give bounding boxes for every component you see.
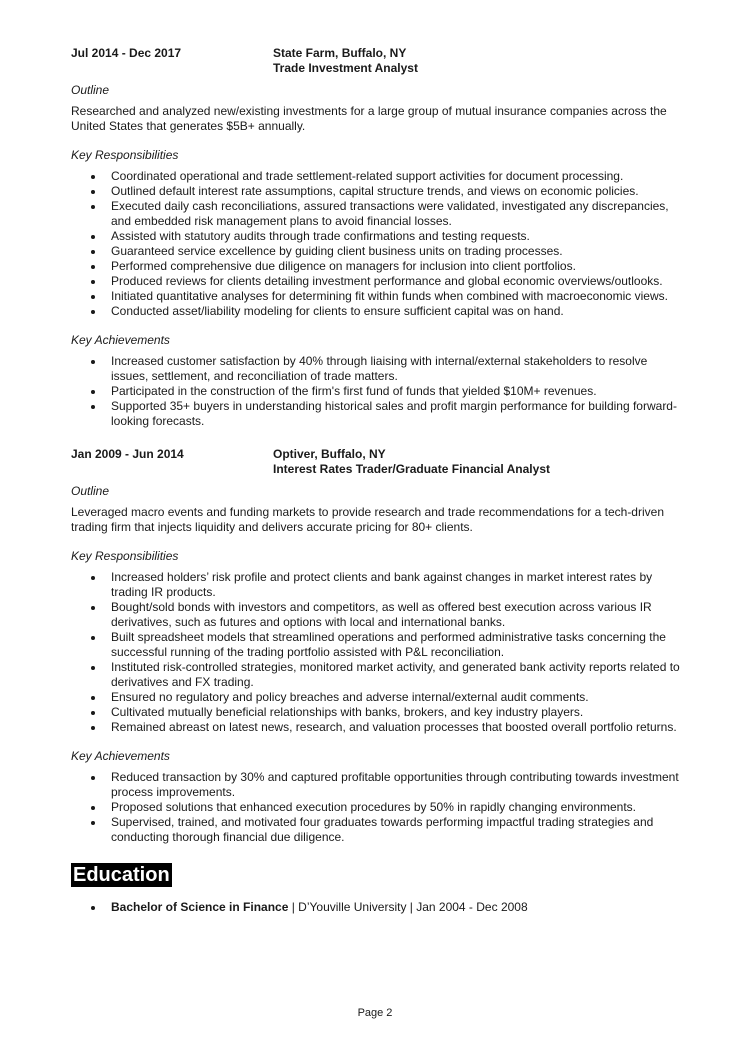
list-item: Reduced transaction by 30% and captured profitable opportunities through contributing towards investment process improvements. (111, 770, 681, 800)
achievements-list (71, 354, 681, 429)
list-item: Supervised, trained, and motivated four graduates towards performing impactful trading strategies and conducting thorough financial due diligence. (111, 815, 681, 845)
list-item: Coordinated operational and trade settlement-related support activities for document processing. (111, 169, 681, 184)
list-item: Increased customer satisfaction by 40% through liaising with internal/external stakeholders to resolve issues, settlement, and reconciliation of trade matters. (111, 354, 681, 384)
list-item: Ensured no regulatory and policy breaches and adverse internal/external audit comments. (111, 690, 681, 705)
achievements-label: Key Achievements (71, 749, 170, 763)
job-company: Optiver, Buffalo, NY (273, 447, 386, 461)
achievements-label: Key Achievements (71, 333, 170, 347)
education-section (71, 863, 681, 915)
list-item: Bought/sold bonds with investors and competitors, as well as offered best execution across various IR derivatives, such as futures and options with local and international banks. (111, 600, 681, 630)
outline-label: Outline (71, 484, 110, 498)
job-employer-block (273, 447, 550, 477)
job-role: Interest Rates Trader/Graduate Financial Analyst (273, 462, 550, 476)
degree-details: | D’Youville University | Jan 2004 - Dec 2008 (288, 900, 528, 914)
responsibilities-list (71, 570, 681, 735)
responsibilities-label: Key Responsibilities (71, 148, 179, 162)
list-item: Supported 35+ buyers in understanding historical sales and profit margin performance for building forward-looking forecasts. (111, 399, 681, 429)
list-item: Initiated quantitative analyses for determining fit within funds when combined with macroeconomic views. (111, 289, 681, 304)
education-list (71, 900, 681, 915)
section-title: Education (73, 864, 170, 886)
achievements-list (71, 770, 681, 845)
list-item: Built spreadsheet models that streamlined operations and performed administrative tasks concerning the successful running of the trading portfolio assisted with P&L reconciliation. (111, 630, 681, 660)
page-number: Page 2 (357, 1007, 393, 1019)
list-item: Remained abreast on latest news, research, and valuation processes that boosted overall portfolio returns. (111, 720, 681, 735)
degree-name: Bachelor of Science in Finance (111, 900, 289, 914)
resume-page (71, 46, 681, 915)
list-item: Increased holders’ risk profile and protect clients and bank against changes in market interest rates by trading IR products. (111, 570, 681, 600)
list-item: Outlined default interest rate assumptions, capital structure trends, and views on economic policies. (111, 184, 681, 199)
list-item: Cultivated mutually beneficial relationships with banks, brokers, and key industry players. (111, 705, 681, 720)
outline-text: Researched and analyzed new/existing investments for a large group of mutual insurance companies across the United States that generates $5B+ annually. (71, 104, 667, 133)
job-header (71, 447, 681, 477)
list-item: Proposed solutions that enhanced execution procedures by 50% in rapidly changing environments. (111, 800, 681, 815)
list-item: Executed daily cash reconciliations, assured transactions were validated, investigated any discrepancies, and embedded risk management plans to avoid financial losses. (111, 199, 681, 229)
responsibilities-label: Key Responsibilities (71, 549, 179, 563)
education-item (111, 900, 681, 915)
job-employer-block (273, 46, 418, 76)
list-item: Performed comprehensive due diligence on managers for inclusion into client portfolios. (111, 259, 681, 274)
job-dates: Jan 2009 - Jun 2014 (71, 447, 184, 461)
list-item: Instituted risk-controlled strategies, monitored market activity, and generated bank activity reports related to derivatives and FX trading. (111, 660, 680, 689)
outline-label: Outline (71, 83, 110, 97)
outline-text: Leveraged macro events and funding markets to provide research and trade recommendations for a tech-driven trading firm that injects liquidity and delivers accurate pricing for 80+ clients. (71, 505, 664, 534)
list-item: Participated in the construction of the firm's first fund of funds that yielded $10M+ revenues. (111, 384, 681, 399)
job-role: Trade Investment Analyst (273, 61, 418, 75)
job-entry (71, 447, 681, 845)
job-company: State Farm, Buffalo, NY (273, 46, 407, 60)
list-item: Produced reviews for clients detailing investment performance and global economic overviews/outlooks. (111, 274, 681, 289)
responsibilities-list (71, 169, 681, 319)
job-header (71, 46, 681, 76)
list-item: Conducted asset/liability modeling for clients to ensure sufficient capital was on hand. (111, 304, 681, 319)
job-entry (71, 46, 681, 429)
list-item: Assisted with statutory audits through trade confirmations and testing requests. (111, 229, 681, 244)
list-item: Guaranteed service excellence by guiding client business units on trading processes. (111, 244, 681, 259)
job-dates: Jul 2014 - Dec 2017 (71, 46, 182, 60)
